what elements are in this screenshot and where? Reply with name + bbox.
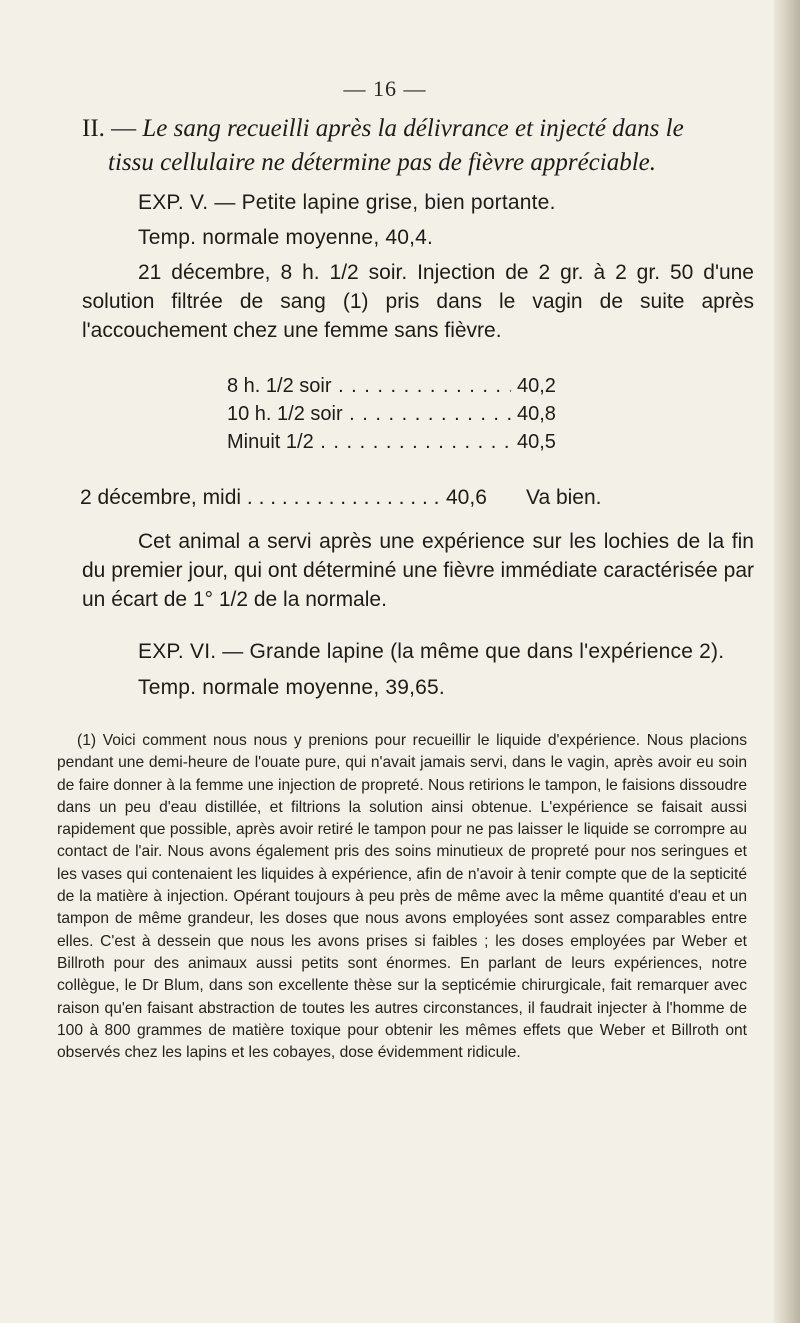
reading-row	[227, 400, 587, 428]
reading-time: Minuit 1/2 . . .	[227, 428, 511, 456]
exp6-title: EXP. VI. — Grande lapine (la même que dans l'expérience 2).	[138, 640, 725, 663]
reading-row	[227, 428, 587, 456]
exp5-title: EXP. V. — Petite lapine grise, bien portante.	[138, 191, 556, 214]
reading-time: 8 h. 1/2 soir . . .	[227, 372, 511, 400]
reading-value: 40,2	[511, 372, 587, 400]
exp5-paragraph: 21 décembre, 8 h. 1/2 soir. Injection de 2 gr. à 2 gr. 50 d'une solution filtrée de sang (1) pris dans le vagin de suite après l'accouchement chez une femme sans fièvre.	[82, 261, 754, 342]
final-value: 40,6	[446, 486, 487, 509]
reading-value: 40,8	[511, 400, 587, 428]
exp6-temp: Temp. normale moyenne, 39,65.	[138, 676, 445, 699]
heading-line-1: Le sang recueilli après la délivrance et injecté dans le	[142, 115, 684, 142]
page-edge-shadow	[774, 0, 800, 1323]
footnote-text: (1) Voici comment nous nous y prenions pour recueillir le liquide d'expérience. Nous placions pendant une demi-heure de l'ouate pure, qui n'avait jamais servi, dans le vagin, après avoir eu soin de faire donner à la femme une injection de propreté. Nous retirions le tampon, le faisions dissoudre dans un peu d'eau distillée, et filtrions la solution ainsi obtenue. L'expérience se faisait aussi rapidement que possible, après avoir retiré le tampon pour ne pas laisser le liquide se corrompre au contact de l'air. Nous avons également pris des soins minutieux de propreté pour nos seringues et les vases qui contenaient les liquides à expérience, afin de n'avoir à tenir compte que de la septicité de la matière à injection. Opérant toujours à peu près de même avec la même quantité d'eau et un tampon de même grandeur, les doses que nous avons employées sont assez comparables entre elles. C'est à dessein que nous les avons prises si faibles ; les doses employées par Weber et Billroth pour des animaux aussi petits sont énormes. En parlant de leurs expériences, notre collègue, le Dr Blum, dans son excellente thèse sur la septicémie chirurgicale, fait remarquer avec raison qu'en faisant abstraction de toutes les autres circonstances, il faudrait injecter à l'homme de 100 à 800 grammes de matière toxique pour obtenir les mêmes effets que Weber et Billroth ont observés chez les lapins et les cobayes, dose évidemment ridicule.	[57, 732, 747, 1062]
heading-line-2: tissu cellulaire ne détermine pas de fièvre appréciable.	[108, 149, 656, 176]
reading-time: 10 h. 1/2 soir . . .	[227, 400, 511, 428]
page-number: — 16 —	[343, 76, 427, 101]
section-heading	[82, 112, 742, 180]
reading-row	[227, 372, 587, 400]
exp5-final-reading	[80, 486, 680, 510]
reading-value: 40,5	[511, 428, 587, 456]
footnote	[57, 730, 747, 1064]
final-note: Va bien.	[526, 486, 602, 509]
section-numeral: II. —	[82, 115, 143, 142]
exp5-conclusion: Cet animal a servi après une expérience sur les lochies de la fin du premier jour, qui ont déterminé une fièvre immédiate caractérisée par un écart de 1° 1/2 de la normale.	[82, 530, 754, 611]
exp5-temp: Temp. normale moyenne, 40,4.	[138, 226, 434, 249]
exp5-readings-table	[227, 372, 587, 456]
final-time: 2 décembre, midi . . .	[80, 486, 440, 510]
